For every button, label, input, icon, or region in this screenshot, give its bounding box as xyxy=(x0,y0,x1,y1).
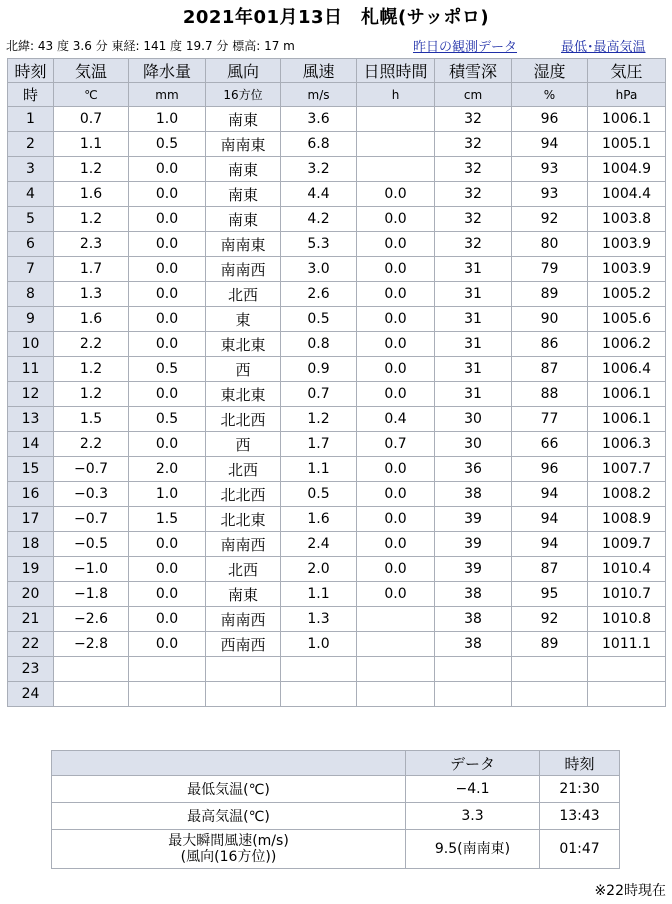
cell-hour: 12 xyxy=(8,382,54,407)
cell-temperature: 2.2 xyxy=(54,332,129,357)
cell-humidity: 87 xyxy=(512,557,588,582)
cell-snow-depth: 31 xyxy=(435,357,512,382)
cell-snow-depth xyxy=(435,657,512,682)
cell-humidity: 89 xyxy=(512,282,588,307)
cell-precipitation: 1.0 xyxy=(129,482,206,507)
cell-hour: 2 xyxy=(8,132,54,157)
cell-wind-speed: 2.0 xyxy=(281,557,357,582)
cell-pressure: 1003.9 xyxy=(588,232,666,257)
summary-header-row xyxy=(52,751,620,776)
cell-sunshine: 0.0 xyxy=(357,482,435,507)
summary-label-text: 最低気温(℃) xyxy=(187,782,270,798)
cell-wind-direction: 南東 xyxy=(206,582,281,607)
summary-row xyxy=(52,830,620,869)
cell-wind-direction: 南東 xyxy=(206,182,281,207)
cell-sunshine: 0.4 xyxy=(357,407,435,432)
table-row xyxy=(8,282,666,307)
cell-pressure: 1006.4 xyxy=(588,357,666,382)
cell-pressure: 1010.4 xyxy=(588,557,666,582)
cell-hour: 23 xyxy=(8,657,54,682)
cell-hour: 4 xyxy=(8,182,54,207)
cell-precipitation xyxy=(129,657,206,682)
cell-hour: 1 xyxy=(8,107,54,132)
cell-wind-direction: 北西 xyxy=(206,557,281,582)
cell-wind-direction: 北北東 xyxy=(206,507,281,532)
cell-snow-depth xyxy=(435,682,512,707)
header-pressure: 気圧 xyxy=(588,59,666,83)
cell-wind-direction: 東北東 xyxy=(206,332,281,357)
cell-humidity: 93 xyxy=(512,157,588,182)
unit-temperature: ℃ xyxy=(54,83,129,107)
cell-precipitation: 0.0 xyxy=(129,607,206,632)
cell-temperature: 1.2 xyxy=(54,207,129,232)
cell-wind-direction: 南東 xyxy=(206,207,281,232)
cell-wind-direction: 南南西 xyxy=(206,257,281,282)
cell-sunshine xyxy=(357,107,435,132)
cell-hour: 24 xyxy=(8,682,54,707)
cell-wind-speed: 5.3 xyxy=(281,232,357,257)
cell-pressure: 1008.9 xyxy=(588,507,666,532)
station-info-bar xyxy=(6,36,668,54)
header-wind-direction: 風向 xyxy=(206,59,281,83)
cell-humidity: 87 xyxy=(512,357,588,382)
cell-wind-speed: 0.5 xyxy=(281,307,357,332)
page-title: 2021年01月13日 札幌(サッポロ) xyxy=(182,7,490,28)
cell-temperature: 1.6 xyxy=(54,307,129,332)
cell-snow-depth: 39 xyxy=(435,557,512,582)
unit-wind-direction: 16方位 xyxy=(206,83,281,107)
cell-wind-speed: 6.8 xyxy=(281,132,357,157)
cell-snow-depth: 38 xyxy=(435,582,512,607)
cell-temperature: 1.7 xyxy=(54,257,129,282)
cell-precipitation: 0.0 xyxy=(129,182,206,207)
cell-hour: 16 xyxy=(8,482,54,507)
cell-humidity: 96 xyxy=(512,457,588,482)
table-row xyxy=(8,107,666,132)
cell-precipitation xyxy=(129,682,206,707)
cell-hour: 21 xyxy=(8,607,54,632)
cell-humidity xyxy=(512,682,588,707)
cell-wind-direction: 西南西 xyxy=(206,632,281,657)
cell-pressure: 1008.2 xyxy=(588,482,666,507)
cell-hour: 9 xyxy=(8,307,54,332)
cell-snow-depth: 38 xyxy=(435,482,512,507)
summary-value: 9.5(南南東) xyxy=(406,830,540,869)
cell-wind-direction: 南南東 xyxy=(206,132,281,157)
unit-hour: 時 xyxy=(8,83,54,107)
cell-sunshine xyxy=(357,157,435,182)
cell-pressure: 1004.4 xyxy=(588,182,666,207)
cell-sunshine xyxy=(357,607,435,632)
cell-humidity: 96 xyxy=(512,107,588,132)
cell-wind-direction: 南東 xyxy=(206,157,281,182)
cell-sunshine: 0.0 xyxy=(357,207,435,232)
table-row xyxy=(8,382,666,407)
cell-temperature: −0.7 xyxy=(54,507,129,532)
cell-pressure: 1005.2 xyxy=(588,282,666,307)
cell-wind-speed: 3.2 xyxy=(281,157,357,182)
cell-temperature: −1.0 xyxy=(54,557,129,582)
cell-humidity: 92 xyxy=(512,607,588,632)
cell-pressure xyxy=(588,657,666,682)
cell-sunshine: 0.0 xyxy=(357,232,435,257)
cell-hour: 6 xyxy=(8,232,54,257)
unit-humidity: % xyxy=(512,83,588,107)
cell-pressure: 1011.1 xyxy=(588,632,666,657)
column-header-row xyxy=(8,59,666,83)
table-row xyxy=(8,132,666,157)
cell-temperature: 2.3 xyxy=(54,232,129,257)
cell-wind-direction xyxy=(206,657,281,682)
summary-row xyxy=(52,776,620,803)
cell-precipitation: 0.0 xyxy=(129,307,206,332)
table-row xyxy=(8,607,666,632)
summary-header-item xyxy=(52,751,406,776)
table-row xyxy=(8,357,666,382)
cell-sunshine: 0.0 xyxy=(357,557,435,582)
cell-snow-depth: 38 xyxy=(435,607,512,632)
cell-temperature: 0.7 xyxy=(54,107,129,132)
cell-temperature: −0.5 xyxy=(54,532,129,557)
cell-temperature: 2.2 xyxy=(54,432,129,457)
cell-humidity: 94 xyxy=(512,507,588,532)
cell-pressure: 1006.1 xyxy=(588,107,666,132)
unit-header-row xyxy=(8,83,666,107)
cell-wind-speed: 4.4 xyxy=(281,182,357,207)
unit-precipitation: mm xyxy=(129,83,206,107)
cell-wind-direction: 南南東 xyxy=(206,232,281,257)
cell-wind-direction: 西 xyxy=(206,357,281,382)
cell-humidity: 86 xyxy=(512,332,588,357)
table-row xyxy=(8,207,666,232)
cell-temperature xyxy=(54,657,129,682)
cell-hour: 8 xyxy=(8,282,54,307)
summary-label xyxy=(52,830,406,869)
cell-snow-depth: 31 xyxy=(435,382,512,407)
cell-wind-speed: 0.7 xyxy=(281,382,357,407)
cell-humidity: 90 xyxy=(512,307,588,332)
cell-wind-speed: 1.0 xyxy=(281,632,357,657)
cell-precipitation: 0.5 xyxy=(129,132,206,157)
cell-sunshine xyxy=(357,632,435,657)
cell-sunshine: 0.0 xyxy=(357,257,435,282)
cell-snow-depth: 32 xyxy=(435,232,512,257)
cell-wind-speed: 0.8 xyxy=(281,332,357,357)
cell-precipitation: 0.0 xyxy=(129,282,206,307)
header-precipitation: 降水量 xyxy=(129,59,206,83)
cell-pressure xyxy=(588,682,666,707)
summary-time: 13:43 xyxy=(540,803,620,830)
summary-label xyxy=(52,776,406,803)
cell-sunshine xyxy=(357,657,435,682)
cell-temperature: −0.7 xyxy=(54,457,129,482)
cell-pressure: 1007.7 xyxy=(588,457,666,482)
cell-wind-direction: 北北西 xyxy=(206,482,281,507)
cell-hour: 18 xyxy=(8,532,54,557)
cell-snow-depth: 31 xyxy=(435,282,512,307)
table-row xyxy=(8,307,666,332)
header-hour: 時刻 xyxy=(8,59,54,83)
unit-pressure: hPa xyxy=(588,83,666,107)
cell-sunshine: 0.0 xyxy=(357,332,435,357)
summary-row xyxy=(52,803,620,830)
cell-snow-depth: 32 xyxy=(435,182,512,207)
summary-time: 01:47 xyxy=(540,830,620,869)
cell-wind-speed: 0.9 xyxy=(281,357,357,382)
cell-wind-direction xyxy=(206,682,281,707)
table-row xyxy=(8,157,666,182)
cell-precipitation: 0.0 xyxy=(129,257,206,282)
cell-sunshine xyxy=(357,682,435,707)
cell-precipitation: 0.5 xyxy=(129,357,206,382)
cell-snow-depth: 39 xyxy=(435,532,512,557)
header-snow-depth: 積雪深 xyxy=(435,59,512,83)
cell-humidity: 95 xyxy=(512,582,588,607)
cell-wind-direction: 南東 xyxy=(206,107,281,132)
header-wind-speed: 風速 xyxy=(281,59,357,83)
cell-hour: 13 xyxy=(8,407,54,432)
table-row xyxy=(8,482,666,507)
cell-hour: 7 xyxy=(8,257,54,282)
cell-snow-depth: 32 xyxy=(435,207,512,232)
cell-hour: 10 xyxy=(8,332,54,357)
cell-pressure: 1010.7 xyxy=(588,582,666,607)
cell-pressure: 1004.9 xyxy=(588,157,666,182)
summary-time: 21:30 xyxy=(540,776,620,803)
cell-sunshine: 0.0 xyxy=(357,282,435,307)
cell-precipitation: 0.0 xyxy=(129,432,206,457)
cell-temperature: −2.8 xyxy=(54,632,129,657)
cell-pressure: 1003.8 xyxy=(588,207,666,232)
cell-temperature: −2.6 xyxy=(54,607,129,632)
unit-sunshine: h xyxy=(357,83,435,107)
cell-pressure: 1005.1 xyxy=(588,132,666,157)
cell-pressure: 1009.7 xyxy=(588,532,666,557)
cell-sunshine: 0.0 xyxy=(357,457,435,482)
cell-wind-speed xyxy=(281,682,357,707)
cell-pressure: 1006.1 xyxy=(588,382,666,407)
summary-value: −4.1 xyxy=(406,776,540,803)
cell-temperature: −0.3 xyxy=(54,482,129,507)
cell-precipitation: 1.5 xyxy=(129,507,206,532)
cell-hour: 14 xyxy=(8,432,54,457)
cell-temperature: 1.1 xyxy=(54,132,129,157)
cell-wind-direction: 北西 xyxy=(206,282,281,307)
cell-snow-depth: 39 xyxy=(435,507,512,532)
header-temperature: 気温 xyxy=(54,59,129,83)
cell-sunshine: 0.0 xyxy=(357,357,435,382)
cell-humidity: 79 xyxy=(512,257,588,282)
header-humidity: 湿度 xyxy=(512,59,588,83)
table-row xyxy=(8,182,666,207)
table-row xyxy=(8,432,666,457)
cell-temperature: 1.2 xyxy=(54,357,129,382)
cell-temperature: 1.5 xyxy=(54,407,129,432)
summary-label-subtext: (風向(16方位)) xyxy=(180,849,277,865)
cell-humidity xyxy=(512,657,588,682)
cell-sunshine: 0.7 xyxy=(357,432,435,457)
cell-humidity: 89 xyxy=(512,632,588,657)
cell-snow-depth: 30 xyxy=(435,432,512,457)
cell-hour: 3 xyxy=(8,157,54,182)
cell-sunshine: 0.0 xyxy=(357,532,435,557)
cell-wind-speed: 1.6 xyxy=(281,507,357,532)
cell-precipitation: 0.0 xyxy=(129,232,206,257)
table-row xyxy=(8,457,666,482)
cell-temperature: −1.8 xyxy=(54,582,129,607)
table-row xyxy=(8,532,666,557)
cell-temperature: 1.6 xyxy=(54,182,129,207)
cell-humidity: 66 xyxy=(512,432,588,457)
cell-snow-depth: 36 xyxy=(435,457,512,482)
unit-wind-speed: m/s xyxy=(281,83,357,107)
cell-pressure: 1010.8 xyxy=(588,607,666,632)
cell-hour: 11 xyxy=(8,357,54,382)
summary-header-time: 時刻 xyxy=(540,751,620,776)
cell-wind-direction: 北西 xyxy=(206,457,281,482)
cell-precipitation: 0.0 xyxy=(129,207,206,232)
cell-wind-speed: 2.4 xyxy=(281,532,357,557)
table-row xyxy=(8,657,666,682)
cell-wind-direction: 南南西 xyxy=(206,607,281,632)
cell-pressure: 1003.9 xyxy=(588,257,666,282)
cell-humidity: 88 xyxy=(512,382,588,407)
cell-hour: 20 xyxy=(8,582,54,607)
cell-sunshine: 0.0 xyxy=(357,307,435,332)
cell-temperature: 1.3 xyxy=(54,282,129,307)
yesterday-data-link[interactable]: 昨日の観測データ xyxy=(413,40,518,55)
cell-precipitation: 0.0 xyxy=(129,332,206,357)
cell-pressure: 1006.1 xyxy=(588,407,666,432)
table-row xyxy=(8,632,666,657)
cell-hour: 5 xyxy=(8,207,54,232)
table-row xyxy=(8,557,666,582)
station-location: 北緯: 43 度 3.6 分 東経: 141 度 19.7 分 標高: 17 m xyxy=(6,39,295,53)
summary-header-data: データ xyxy=(406,751,540,776)
cell-precipitation: 0.0 xyxy=(129,382,206,407)
cell-humidity: 92 xyxy=(512,207,588,232)
cell-hour: 22 xyxy=(8,632,54,657)
cell-wind-direction: 東北東 xyxy=(206,382,281,407)
cell-humidity: 77 xyxy=(512,407,588,432)
cell-snow-depth: 31 xyxy=(435,307,512,332)
table-row xyxy=(8,332,666,357)
cell-temperature: 1.2 xyxy=(54,157,129,182)
cell-wind-speed: 1.3 xyxy=(281,607,357,632)
cell-snow-depth: 30 xyxy=(435,407,512,432)
cell-pressure: 1006.2 xyxy=(588,332,666,357)
cell-hour: 15 xyxy=(8,457,54,482)
cell-sunshine: 0.0 xyxy=(357,507,435,532)
cell-wind-speed: 1.1 xyxy=(281,582,357,607)
cell-humidity: 93 xyxy=(512,182,588,207)
cell-snow-depth: 31 xyxy=(435,257,512,282)
cell-precipitation: 0.0 xyxy=(129,582,206,607)
summary-value: 3.3 xyxy=(406,803,540,830)
table-row xyxy=(8,257,666,282)
summary-label-text: 最高気温(℃) xyxy=(187,809,270,825)
cell-humidity: 94 xyxy=(512,132,588,157)
table-row xyxy=(8,232,666,257)
cell-wind-speed: 4.2 xyxy=(281,207,357,232)
min-max-temp-link[interactable]: 最低･最高気温 xyxy=(561,40,646,55)
hourly-observation-table xyxy=(7,58,666,707)
cell-sunshine xyxy=(357,132,435,157)
cell-precipitation: 0.0 xyxy=(129,532,206,557)
cell-snow-depth: 32 xyxy=(435,107,512,132)
cell-humidity: 80 xyxy=(512,232,588,257)
cell-humidity: 94 xyxy=(512,482,588,507)
cell-sunshine: 0.0 xyxy=(357,182,435,207)
cell-wind-speed: 1.1 xyxy=(281,457,357,482)
cell-sunshine: 0.0 xyxy=(357,382,435,407)
cell-sunshine: 0.0 xyxy=(357,582,435,607)
cell-temperature xyxy=(54,682,129,707)
cell-wind-speed: 1.7 xyxy=(281,432,357,457)
cell-wind-speed: 0.5 xyxy=(281,482,357,507)
cell-pressure: 1005.6 xyxy=(588,307,666,332)
table-row xyxy=(8,507,666,532)
summary-label-text: 最大瞬間風速(m/s) xyxy=(168,833,289,849)
cell-precipitation: 0.0 xyxy=(129,632,206,657)
cell-wind-speed: 1.2 xyxy=(281,407,357,432)
cell-snow-depth: 32 xyxy=(435,157,512,182)
cell-hour: 19 xyxy=(8,557,54,582)
cell-precipitation: 0.0 xyxy=(129,557,206,582)
cell-wind-direction: 東 xyxy=(206,307,281,332)
cell-wind-direction: 北北西 xyxy=(206,407,281,432)
cell-wind-speed: 3.0 xyxy=(281,257,357,282)
cell-wind-speed xyxy=(281,657,357,682)
cell-temperature: 1.2 xyxy=(54,382,129,407)
header-sunshine: 日照時間 xyxy=(357,59,435,83)
cell-wind-speed: 2.6 xyxy=(281,282,357,307)
cell-pressure: 1006.3 xyxy=(588,432,666,457)
cell-precipitation: 1.0 xyxy=(129,107,206,132)
cell-precipitation: 0.0 xyxy=(129,157,206,182)
table-row xyxy=(8,682,666,707)
cell-precipitation: 0.5 xyxy=(129,407,206,432)
cell-wind-direction: 南南西 xyxy=(206,532,281,557)
table-row xyxy=(8,582,666,607)
cell-wind-direction: 西 xyxy=(206,432,281,457)
cell-snow-depth: 38 xyxy=(435,632,512,657)
cell-hour: 17 xyxy=(8,507,54,532)
cell-snow-depth: 32 xyxy=(435,132,512,157)
cell-precipitation: 2.0 xyxy=(129,457,206,482)
table-row xyxy=(8,407,666,432)
unit-snow-depth: cm xyxy=(435,83,512,107)
summary-label xyxy=(52,803,406,830)
as-of-note: ※22時現在 xyxy=(594,883,666,899)
cell-wind-speed: 3.6 xyxy=(281,107,357,132)
daily-summary-table xyxy=(51,750,620,869)
cell-humidity: 94 xyxy=(512,532,588,557)
cell-snow-depth: 31 xyxy=(435,332,512,357)
